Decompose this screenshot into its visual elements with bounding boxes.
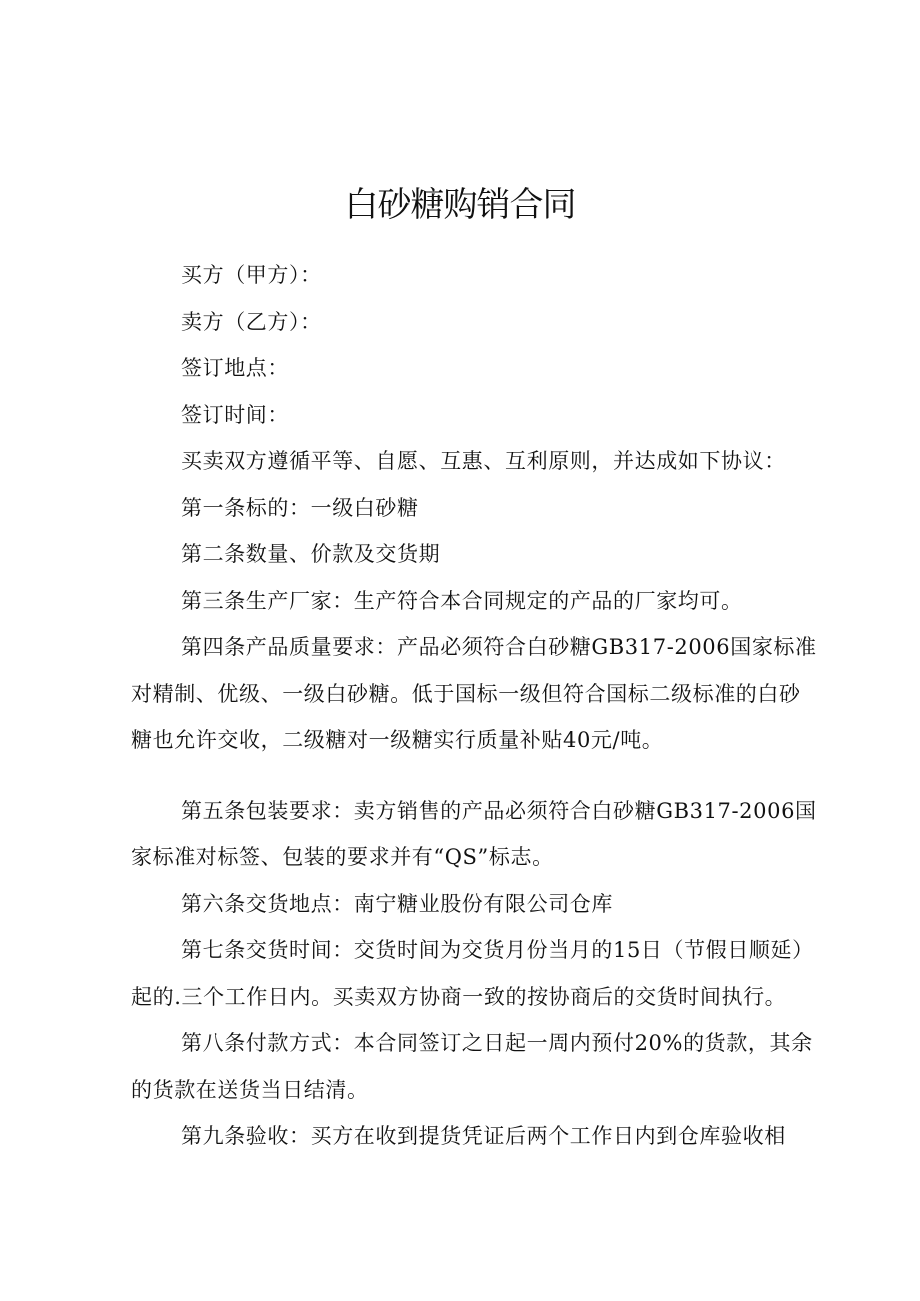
- preamble: 买卖双方遵循平等、自愿、互惠、互利原则，并达成如下协议：: [181, 449, 786, 473]
- article-2: 第二条数量、价款及交货期: [181, 542, 441, 566]
- buyer-field: 买方（甲方）：: [181, 263, 322, 287]
- article-9-line-1: 第九条验收：买方在收到提货凭证后两个工作日内到仓库验收相: [181, 1124, 786, 1148]
- article-8: [131, 1020, 813, 1113]
- article-4-line-3: 糖也允许交收，二级糖对一级糖实行质量补贴40元/吨。: [131, 728, 664, 752]
- article-7: [131, 927, 814, 1020]
- article-8-line-2: 的货款在送货当日结清。: [131, 1077, 369, 1102]
- article-7-line-2: 起的.三个工作日内。买卖双方协商一致的按协商后的交货时间执行。: [131, 984, 787, 1009]
- article-5-line-2: 家标准对标签、包装的要求并有“QS”标志。: [131, 845, 554, 869]
- document-title: 白砂糖购销合同: [344, 185, 576, 225]
- article-7-line-1: 第七条交货时间：交货时间为交货月份当月的15日（节假日顺延）: [181, 938, 814, 962]
- article-9: [131, 1113, 803, 1160]
- signing-place-field: 签订地点：: [181, 356, 289, 380]
- article-5: [131, 788, 817, 881]
- article-4: [131, 624, 817, 764]
- document-body: [131, 252, 817, 1160]
- signing-time-field: 签订时间：: [181, 402, 289, 427]
- article-6: 第六条交货地点：南宁糖业股份有限公司仓库: [181, 891, 613, 916]
- article-3: 第三条生产厂家：生产符合本合同规定的产品的厂家均可。: [181, 588, 743, 613]
- article-4-line-2: 对精制、优级、一级白砂糖。低于国标一级但符合国标二级标准的白砂: [131, 681, 801, 706]
- article-1: 第一条标的：一级白砂糖: [181, 495, 419, 520]
- article-8-line-1: 第八条付款方式：本合同签订之日起一周内预付20%的货款，其余: [181, 1031, 813, 1055]
- seller-field: 卖方（乙方）：: [181, 309, 322, 334]
- article-4-line-1: 第四条产品质量要求：产品必须符合白砂糖GB317-2006国家标准: [181, 635, 817, 659]
- article-5-line-1: 第五条包装要求：卖方销售的产品必须符合白砂糖GB317-2006国: [181, 798, 817, 823]
